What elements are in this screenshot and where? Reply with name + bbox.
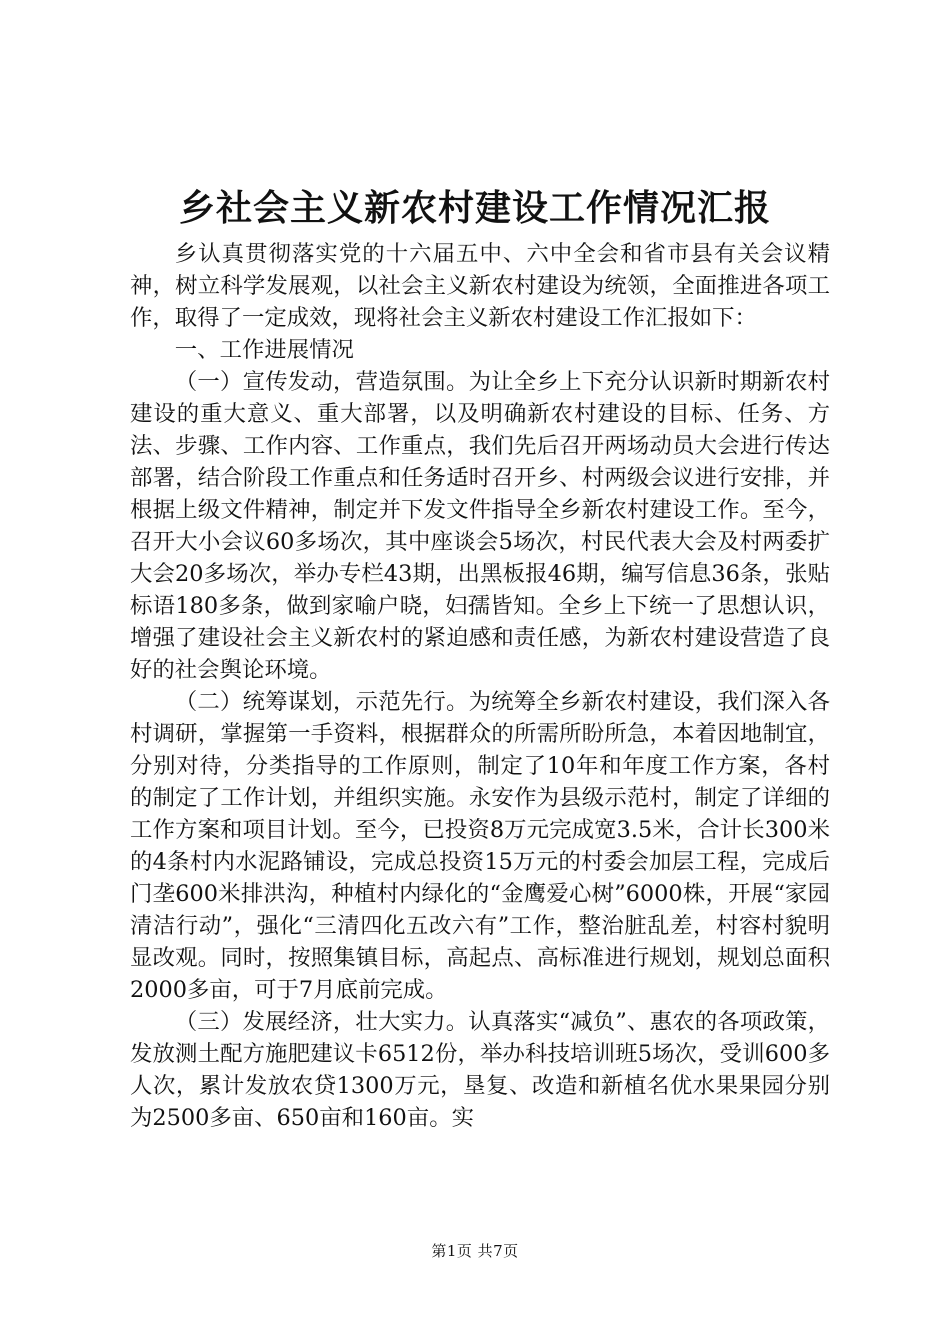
paragraph-planning: （二）统筹谋划，示范先行。为统筹全乡新农村建设，我们深入各村调研，掌握第一手资料，根据群众的所需所盼所急，本着因地制宜，分别对待，分类指导的工作原则，制定了10年和年度工作方案，各村的制定了工作计划，并组织实施。永安作为县级示范村，制定了详细的工作方案和项目计划。至今，已投资8万元完成宽3.5米，合计长300米的4条村内水泥路铺设，完成总投资15万元的村委会加层工程，完成后门垄600米排洪沟，种植村内绿化的“金鹰爱心树”6000株，开展“家园清洁行动”，强化“三清四化五改六有”工作，整治脏乱差，村容村貌明显改观。同时，按照集镇目标，高起点、高标准进行规划，规划总面积2000多亩，可于7月底前完成。 xyxy=(130,689,830,1003)
section-heading: 一、工作进展情况 xyxy=(174,337,354,363)
document-title: 乡社会主义新农村建设工作情况汇报 xyxy=(178,187,771,229)
document-body xyxy=(130,238,830,1134)
paragraph-publicity: （一）宣传发动，营造氛围。为让全乡上下充分认识新时期新农村建设的重大意义、重大部署，以及明确新农村建设的目标、任务、方法、步骤、工作内容、工作重点，我们先后召开两场动员大会进行传达部署，结合阶段工作重点和任务适时召开乡、村两级会议进行安排，并根据上级文件精神，制定并下发文件指导全乡新农村建设工作。至今，召开大小会议60多场次，其中座谈会5场次，村民代表大会及村两委扩大会20多场次，举办专栏43期，出黑板报46期，编写信息36条，张贴标语180多条，做到家喻户晓，妇孺皆知。全乡上下统一了思想认识，增强了建设社会主义新农村的紧迫感和责任感，为新农村建设营造了良好的社会舆论环境。 xyxy=(130,369,830,683)
intro-paragraph: 乡认真贯彻落实党的十六届五中、六中全会和省市县有关会议精神，树立科学发展观，以社会主义新农村建设为统领，全面推进各项工作，取得了一定成效，现将社会主义新农村建设工作汇报如下： xyxy=(130,241,830,331)
page-number-footer: 第1页 共7页 xyxy=(431,1242,519,1260)
paragraph-economy: （三）发展经济，壮大实力。认真落实“减负”、惠农的各项政策，发放测土配方施肥建议卡6512份，举办科技培训班5场次，受训600多人次，累计发放农贷1300万元，垦复、改造和新植名优水果果园分别为2500多亩、650亩和160亩。实 xyxy=(130,1009,830,1131)
